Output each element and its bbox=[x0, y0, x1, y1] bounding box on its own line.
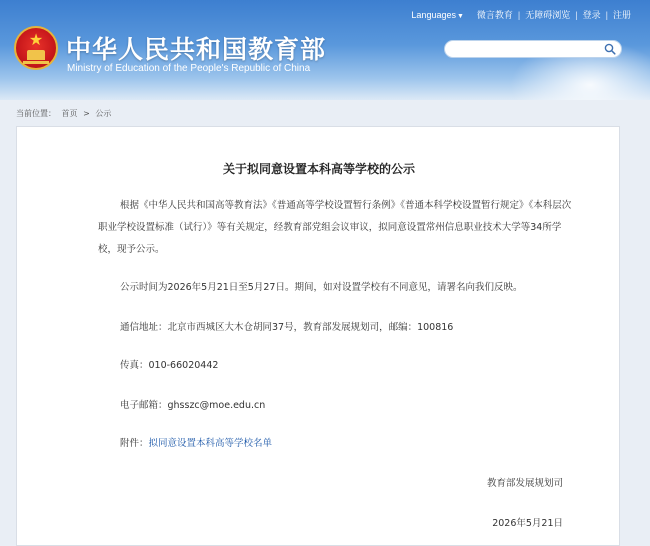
article-panel bbox=[16, 126, 620, 546]
nav-login-link[interactable]: 登录 bbox=[582, 10, 601, 20]
article-address: 通信地址：北京市西城区大木仓胡同37号，教育部发展规划司，邮编：100816 bbox=[120, 322, 454, 333]
article-title: 关于拟同意设置本科高等学校的公示 bbox=[222, 162, 415, 176]
article-signature: 教育部发展规划司 bbox=[486, 478, 563, 489]
emblem-base bbox=[23, 61, 49, 64]
nav-divider: | bbox=[517, 9, 521, 20]
languages-menu[interactable] bbox=[411, 10, 463, 20]
national-emblem-icon[interactable] bbox=[14, 26, 58, 70]
article-fax: 传真：010-66020442 bbox=[120, 360, 219, 371]
search-icon[interactable] bbox=[604, 43, 616, 55]
nav-accessible-link[interactable]: 无障碍浏览 bbox=[525, 10, 571, 20]
emblem-gate bbox=[27, 50, 45, 60]
site-name-cn[interactable]: 中华人民共和国教育部 bbox=[66, 35, 327, 64]
article-date: 2026年5月21日 bbox=[492, 518, 563, 529]
attachment-link[interactable]: 拟同意设置本科高等学校名单 bbox=[148, 438, 273, 449]
emblem-star: ★ bbox=[28, 30, 44, 49]
breadcrumb-current: 公示 bbox=[95, 109, 112, 118]
attachment-label: 附件： bbox=[120, 438, 149, 449]
article-period: 公示时间为2026年5月21日至5月27日。期间，如对设置学校有不同意见，请署名向我们反映。 bbox=[120, 282, 523, 293]
article-email: 电子邮箱：ghsszc@moe.edu.cn bbox=[120, 400, 266, 411]
search-input[interactable] bbox=[453, 42, 602, 58]
nav-register-link[interactable]: 注册 bbox=[612, 10, 631, 20]
top-nav bbox=[411, 8, 636, 21]
nav-divider: | bbox=[575, 9, 578, 20]
chevron-down-icon: ▼ bbox=[456, 12, 464, 20]
site-header bbox=[0, 0, 650, 100]
breadcrumb bbox=[16, 108, 114, 119]
nav-divider: | bbox=[605, 9, 608, 20]
search-box bbox=[444, 40, 622, 58]
breadcrumb-separator: > bbox=[83, 109, 90, 118]
nav-weibo-link[interactable]: 微言教育 bbox=[476, 10, 513, 20]
languages-label: Languages bbox=[411, 9, 456, 20]
breadcrumb-home[interactable]: 首页 bbox=[61, 109, 78, 118]
breadcrumb-prefix: 当前位置： bbox=[16, 109, 56, 118]
article-body: 根据《中华人民共和国高等教育法》《普通高等学校设置暂行条例》《普通本科学校设置暂行规定》《本科层次职业学校设置标准（试行）》等有关规定，经教育部党组会议审议，拟同意设置常州信息职业技术大学等34所学校，现予公示。 bbox=[98, 200, 572, 255]
site-name-en: Ministry of Education of the People's Republic of China bbox=[67, 63, 311, 74]
article-attachment bbox=[98, 435, 578, 449]
